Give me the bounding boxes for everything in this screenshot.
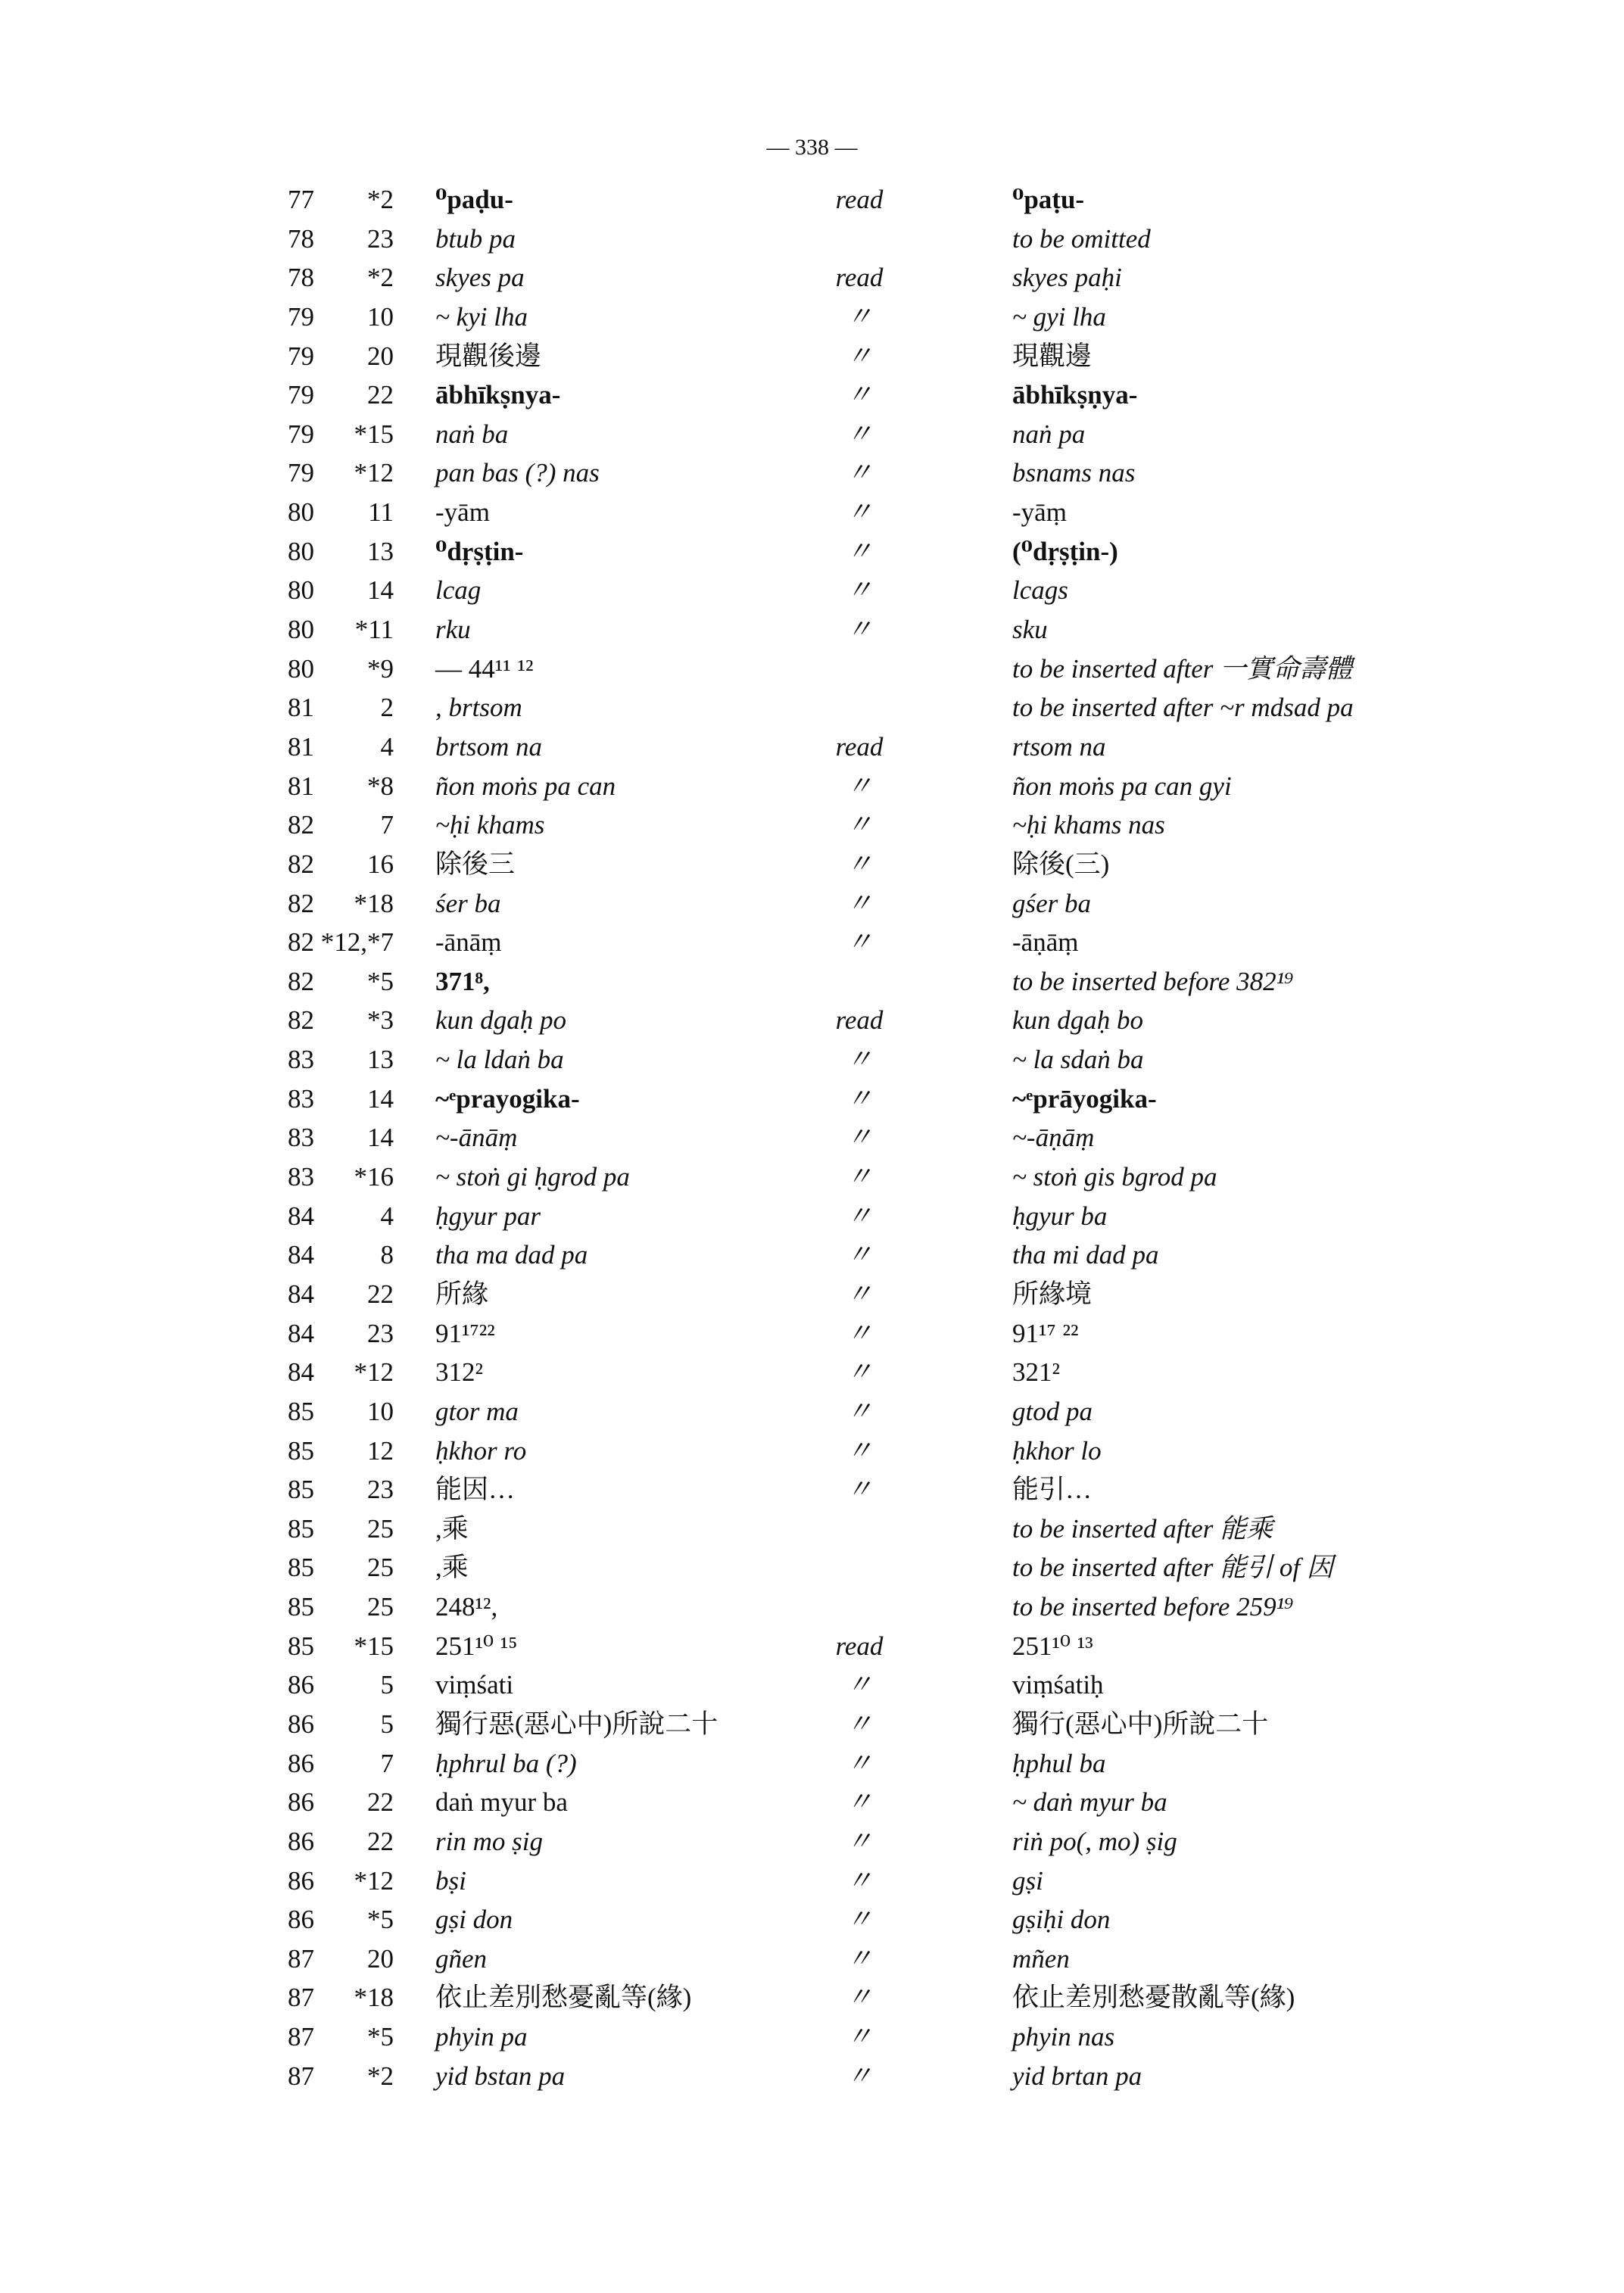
corrected-text: 除後(三): [1012, 849, 1110, 879]
corrected-text: ḥkhor lo: [1012, 1435, 1102, 1466]
line-ref: 7: [380, 1748, 394, 1778]
errata-row: [0, 1744, 1624, 1784]
original-text: gñen: [435, 1943, 488, 1974]
corrected-text: ~-āṇāṃ: [1012, 1123, 1095, 1153]
line-ref: 23: [367, 1475, 394, 1505]
corrected-text: ābhīkṣṇya-: [1012, 380, 1138, 410]
errata-row: [0, 884, 1624, 924]
page-ref: 87: [288, 1983, 314, 2013]
errata-row: [0, 1509, 1624, 1549]
page-ref: 78: [288, 263, 314, 293]
line-ref: *5: [367, 1905, 394, 1935]
page-ref: 84: [288, 1201, 314, 1231]
page-ref: 77: [288, 185, 314, 214]
original-text: 依止差別愁憂亂等(緣): [435, 1983, 692, 2013]
original-text: gtor ma: [435, 1396, 519, 1426]
original-text: btub pa: [435, 223, 516, 254]
read-mark: read: [835, 731, 884, 762]
line-ref: 14: [367, 575, 394, 606]
page-ref: 86: [288, 1865, 314, 1896]
line-ref: 22: [367, 380, 394, 410]
corrected-text: ~ᵉprāyogika-: [1012, 1083, 1157, 1114]
read-mark: 〃: [846, 615, 873, 645]
original-text: ⁰dṛṣṭin-: [435, 536, 524, 566]
line-ref: 22: [367, 1279, 394, 1309]
errata-row: [0, 1900, 1624, 1939]
page-ref: 86: [288, 1826, 314, 1856]
read-mark: 〃: [846, 1201, 873, 1231]
corrected-text: 依止差別愁憂散亂等(緣): [1012, 1983, 1295, 2013]
page-ref: 86: [288, 1748, 314, 1778]
page-ref: 83: [288, 1162, 314, 1192]
read-mark: 〃: [846, 1357, 873, 1388]
errata-table: [0, 180, 1624, 2095]
line-ref: 25: [367, 1553, 394, 1583]
corrected-text: to be inserted after 能引 of 因: [1012, 1553, 1333, 1583]
corrected-text: 現觀邊: [1012, 341, 1093, 371]
errata-row: [0, 727, 1624, 767]
corrected-text: yid brtan pa: [1012, 2061, 1142, 2091]
read-mark: 〃: [846, 419, 873, 449]
errata-row: [0, 1548, 1624, 1587]
original-text: 371⁸,: [435, 966, 490, 996]
read-mark: 〃: [846, 1045, 873, 1075]
read-mark: 〃: [846, 1865, 873, 1896]
line-ref: 23: [367, 223, 394, 254]
read-mark: read: [835, 1631, 884, 1661]
page-ref: 80: [288, 497, 314, 528]
errata-row: [0, 767, 1624, 806]
errata-row: [0, 805, 1624, 845]
page-ref: 82: [288, 888, 314, 918]
line-ref: *12: [354, 1357, 394, 1388]
corrected-text: 321²: [1012, 1357, 1060, 1388]
line-ref: *15: [354, 419, 394, 449]
line-ref: 7: [380, 810, 394, 840]
original-text: ḥphrul ba (?): [435, 1748, 577, 1778]
errata-row: [0, 1432, 1624, 1471]
page-ref: 78: [288, 223, 314, 254]
original-text: 能因…: [435, 1475, 516, 1505]
read-mark: 〃: [846, 1240, 873, 1270]
page-ref: 79: [288, 341, 314, 371]
corrected-text: -āṇāṃ: [1012, 927, 1079, 958]
line-ref: *5: [367, 2022, 394, 2052]
corrected-text: bsnams nas: [1012, 458, 1136, 488]
corrected-text: to be omitted: [1012, 223, 1151, 254]
corrected-text: to be inserted before 259¹⁹: [1012, 1592, 1294, 1622]
line-ref: 23: [367, 1318, 394, 1348]
errata-row: [0, 1040, 1624, 1080]
page-ref: 84: [288, 1357, 314, 1388]
original-text: 312²: [435, 1357, 483, 1388]
line-ref: 10: [367, 1396, 394, 1426]
corrected-text: gtod pa: [1012, 1396, 1093, 1426]
page-ref: 84: [288, 1279, 314, 1309]
read-mark: 〃: [846, 1279, 873, 1309]
original-text: tha ma dad pa: [435, 1240, 588, 1270]
corrected-text: to be inserted after 能乘: [1012, 1513, 1273, 1544]
page-ref: 79: [288, 419, 314, 449]
corrected-text: 251¹⁰ ¹³: [1012, 1631, 1093, 1661]
read-mark: 〃: [846, 888, 873, 918]
read-mark: 〃: [846, 1083, 873, 1114]
original-text: ~ la ldaṅ ba: [435, 1045, 564, 1075]
read-mark: 〃: [846, 1905, 873, 1935]
line-ref: *2: [367, 2061, 394, 2091]
read-mark: 〃: [846, 1943, 873, 1974]
page-ref: 85: [288, 1396, 314, 1426]
corrected-text: ñon moṅs pa can gyi: [1012, 771, 1232, 801]
line-ref: *2: [367, 185, 394, 214]
original-text: 獨行惡(惡心中)所說二十: [435, 1709, 718, 1739]
page-ref: 85: [288, 1435, 314, 1466]
errata-row: [0, 1275, 1624, 1314]
errata-row: [0, 1080, 1624, 1119]
original-text: — 44¹¹ ¹²: [435, 653, 534, 684]
corrected-text: kun dgaḥ bo: [1012, 1005, 1144, 1036]
line-ref: *18: [354, 888, 394, 918]
errata-row: [0, 923, 1624, 962]
corrected-text: viṃśatiḥ: [1012, 1670, 1104, 1700]
original-text: bṣi: [435, 1865, 466, 1896]
page-ref: 81: [288, 771, 314, 801]
original-text: phyin pa: [435, 2022, 528, 2052]
errata-row: [0, 1235, 1624, 1275]
errata-row: [0, 1978, 1624, 2017]
page-ref: 85: [288, 1513, 314, 1544]
corrected-text: 能引…: [1012, 1475, 1093, 1505]
line-ref: 25: [367, 1513, 394, 1544]
original-text: ~ᵉprayogika-: [435, 1083, 580, 1114]
line-ref: 16: [367, 849, 394, 879]
original-text: -ānāṃ: [435, 927, 502, 958]
corrected-text: 91¹⁷ ²²: [1012, 1318, 1079, 1348]
page-ref: 80: [288, 653, 314, 684]
page-ref: 82: [288, 1005, 314, 1036]
read-mark: 〃: [846, 1162, 873, 1192]
line-ref: 4: [380, 1201, 394, 1231]
line-ref: *11: [354, 615, 394, 645]
line-ref: *2: [367, 263, 394, 293]
line-ref: *12: [354, 1865, 394, 1896]
corrected-text: lcags: [1012, 575, 1068, 606]
page-ref: 86: [288, 1905, 314, 1935]
original-text: ~-ānāṃ: [435, 1123, 518, 1153]
errata-row: [0, 1939, 1624, 1979]
read-mark: read: [835, 263, 884, 293]
original-text: ābhīkṣnya-: [435, 380, 561, 410]
errata-row: [0, 532, 1624, 572]
page-ref: 83: [288, 1123, 314, 1153]
corrected-text: gśer ba: [1012, 888, 1092, 918]
line-ref: 5: [380, 1670, 394, 1700]
read-mark: 〃: [846, 1826, 873, 1856]
page-ref: 86: [288, 1670, 314, 1700]
corrected-text: ⁰paṭu-: [1012, 185, 1085, 214]
original-text: ḥgyur par: [435, 1201, 541, 1231]
corrected-text: naṅ pa: [1012, 419, 1086, 449]
page-ref: 79: [288, 458, 314, 488]
errata-row: [0, 1001, 1624, 1040]
page-ref: 86: [288, 1709, 314, 1739]
corrected-text: ḥphul ba: [1012, 1748, 1106, 1778]
read-mark: 〃: [846, 849, 873, 879]
errata-row: [0, 453, 1624, 493]
read-mark: 〃: [846, 301, 873, 332]
original-text: 248¹²,: [435, 1592, 498, 1622]
line-ref: *5: [367, 966, 394, 996]
read-mark: 〃: [846, 1709, 873, 1739]
errata-row: [0, 571, 1624, 610]
original-text: , brtsom: [435, 693, 522, 723]
original-text: ~ stoṅ gi ḥgrod pa: [435, 1162, 630, 1192]
errata-row: [0, 1470, 1624, 1509]
errata-row: [0, 1862, 1624, 1901]
corrected-text: phyin nas: [1012, 2022, 1115, 2052]
corrected-text: (⁰dṛṣṭin-): [1012, 536, 1118, 566]
line-ref: 2: [380, 693, 394, 723]
read-mark: 〃: [846, 1787, 873, 1818]
errata-row: [0, 1665, 1624, 1705]
read-mark: read: [835, 185, 884, 214]
errata-row: [0, 2017, 1624, 2057]
read-mark: 〃: [846, 575, 873, 606]
errata-row: [0, 1705, 1624, 1744]
page-ref: 85: [288, 1553, 314, 1583]
corrected-text: to be inserted before 382¹⁹: [1012, 966, 1294, 996]
original-text: pan bas (?) nas: [435, 458, 600, 488]
read-mark: 〃: [846, 810, 873, 840]
errata-row: [0, 650, 1624, 689]
page-ref: 79: [288, 380, 314, 410]
corrected-text: to be inserted after ~r mdsad pa: [1012, 693, 1354, 723]
read-mark: 〃: [846, 497, 873, 528]
original-text: rin mo ṣig: [435, 1826, 543, 1856]
original-text: 251¹⁰ ¹⁵: [435, 1631, 518, 1661]
line-ref: 11: [368, 497, 394, 528]
errata-row: [0, 1314, 1624, 1354]
line-ref: *8: [367, 771, 394, 801]
line-ref: 5: [380, 1709, 394, 1739]
original-text: ḥkhor ro: [435, 1435, 527, 1466]
original-text: ,乘: [435, 1513, 469, 1544]
line-ref: 20: [367, 341, 394, 371]
corrected-text: 獨行(惡心中)所說二十: [1012, 1709, 1269, 1739]
errata-row: [0, 962, 1624, 1002]
line-ref: 14: [367, 1083, 394, 1114]
errata-row: [0, 415, 1624, 454]
read-mark: 〃: [846, 380, 873, 410]
original-text: -yām: [435, 497, 490, 528]
read-mark: 〃: [846, 771, 873, 801]
original-text: 91¹⁷²²: [435, 1318, 495, 1348]
original-text: 現觀後邊: [435, 341, 542, 371]
read-mark: 〃: [846, 2061, 873, 2091]
corrected-text: gṣi: [1012, 1865, 1043, 1896]
page-ref: 87: [288, 2022, 314, 2052]
original-text: kun dgaḥ po: [435, 1005, 567, 1036]
errata-row: [0, 2057, 1624, 2096]
page-ref: 87: [288, 1943, 314, 1974]
read-mark: 〃: [846, 1670, 873, 1700]
page-ref: 82: [288, 927, 314, 958]
errata-row: [0, 220, 1624, 259]
original-text: skyes pa: [435, 263, 525, 293]
line-ref: 4: [380, 731, 394, 762]
read-mark: 〃: [846, 1983, 873, 2013]
original-text: 除後三: [435, 849, 516, 879]
original-text: ,乘: [435, 1553, 469, 1583]
original-text: yid bstan pa: [435, 2061, 566, 2091]
line-ref: *18: [354, 1983, 394, 2013]
line-ref: 12: [367, 1435, 394, 1466]
corrected-text: -yāṃ: [1012, 497, 1067, 528]
page-ref: 82: [288, 966, 314, 996]
errata-row: [0, 1783, 1624, 1822]
line-ref: 22: [367, 1826, 394, 1856]
read-mark: 〃: [846, 341, 873, 371]
line-ref: *16: [354, 1162, 394, 1192]
original-text: lcag: [435, 575, 482, 606]
line-ref: 13: [367, 536, 394, 566]
errata-row: [0, 298, 1624, 337]
read-mark: read: [835, 1005, 884, 1036]
line-ref: 22: [367, 1787, 394, 1818]
page-ref: 81: [288, 693, 314, 723]
original-text: ~ḥi khams: [435, 810, 545, 840]
page-ref: 81: [288, 731, 314, 762]
corrected-text: sku: [1012, 615, 1048, 645]
page-ref: 85: [288, 1475, 314, 1505]
errata-row: [0, 375, 1624, 415]
page-ref: 84: [288, 1318, 314, 1348]
page-ref: 85: [288, 1592, 314, 1622]
line-ref: 14: [367, 1123, 394, 1153]
original-text: śer ba: [435, 888, 501, 918]
read-mark: 〃: [846, 458, 873, 488]
corrected-text: ~ daṅ myur ba: [1012, 1787, 1167, 1818]
page-ref: 83: [288, 1083, 314, 1114]
page-ref: 87: [288, 2061, 314, 2091]
corrected-text: tha mi dad pa: [1012, 1240, 1159, 1270]
line-ref: 25: [367, 1592, 394, 1622]
corrected-text: mñen: [1012, 1943, 1070, 1974]
corrected-text: ~ḥi khams nas: [1012, 810, 1165, 840]
corrected-text: ~ la sdaṅ ba: [1012, 1045, 1144, 1075]
original-text: brtsom na: [435, 731, 542, 762]
errata-row: [0, 1392, 1624, 1432]
page-ref: 80: [288, 575, 314, 606]
page-ref: 82: [288, 849, 314, 879]
errata-row: [0, 1353, 1624, 1392]
errata-row: [0, 688, 1624, 727]
errata-row: [0, 610, 1624, 650]
errata-row: [0, 258, 1624, 298]
errata-row: [0, 1197, 1624, 1236]
read-mark: 〃: [846, 1123, 873, 1153]
read-mark: 〃: [846, 1435, 873, 1466]
errata-row: [0, 1587, 1624, 1627]
corrected-text: skyes paḥi: [1012, 263, 1122, 293]
line-ref: 13: [367, 1045, 394, 1075]
errata-row: [0, 1822, 1624, 1862]
original-text: 所緣: [435, 1279, 489, 1309]
page-ref: 79: [288, 301, 314, 332]
page-ref: 86: [288, 1787, 314, 1818]
page-ref: 84: [288, 1240, 314, 1270]
corrected-text: ḥgyur ba: [1012, 1201, 1108, 1231]
corrected-text: riṅ po(, mo) ṣig: [1012, 1826, 1177, 1856]
original-text: rku: [435, 615, 471, 645]
errata-row: [0, 180, 1624, 220]
read-mark: 〃: [846, 927, 873, 958]
line-ref: 10: [367, 301, 394, 332]
corrected-text: rtsom na: [1012, 731, 1106, 762]
read-mark: 〃: [846, 2022, 873, 2052]
read-mark: 〃: [846, 1475, 873, 1505]
errata-row: [0, 1627, 1624, 1666]
original-text: ⁰paḍu-: [435, 185, 513, 214]
corrected-text: 所緣境: [1012, 1279, 1093, 1309]
read-mark: 〃: [846, 536, 873, 566]
original-text: ñon moṅs pa can: [435, 771, 616, 801]
line-ref: *15: [354, 1631, 394, 1661]
corrected-text: gṣiḥi don: [1012, 1905, 1111, 1935]
line-ref: *9: [367, 653, 394, 684]
original-text: ~ kyi lha: [435, 301, 528, 332]
corrected-text: to be inserted after 一實命壽體: [1012, 653, 1353, 684]
original-text: naṅ ba: [435, 419, 509, 449]
page-ref: 80: [288, 536, 314, 566]
line-ref: 20: [367, 1943, 394, 1974]
line-ref: *12: [354, 458, 394, 488]
line-ref: *12,*7: [320, 927, 394, 958]
errata-row: [0, 1157, 1624, 1197]
page-ref: 83: [288, 1045, 314, 1075]
line-ref: *3: [367, 1005, 394, 1036]
errata-row: [0, 493, 1624, 532]
original-text: viṃśati: [435, 1670, 514, 1700]
line-ref: 8: [380, 1240, 394, 1270]
original-text: daṅ myur ba: [435, 1787, 568, 1818]
read-mark: 〃: [846, 1396, 873, 1426]
page-number: — 338 —: [766, 135, 858, 160]
original-text: gṣi don: [435, 1905, 513, 1935]
corrected-text: ~ stoṅ gis bgrod pa: [1012, 1162, 1217, 1192]
read-mark: 〃: [846, 1318, 873, 1348]
page-ref: 85: [288, 1631, 314, 1661]
corrected-text: ~ gyi lha: [1012, 301, 1106, 332]
read-mark: 〃: [846, 1748, 873, 1778]
page-ref: 82: [288, 810, 314, 840]
page-ref: 80: [288, 615, 314, 645]
errata-row: [0, 337, 1624, 376]
errata-row: [0, 1118, 1624, 1157]
errata-row: [0, 845, 1624, 884]
